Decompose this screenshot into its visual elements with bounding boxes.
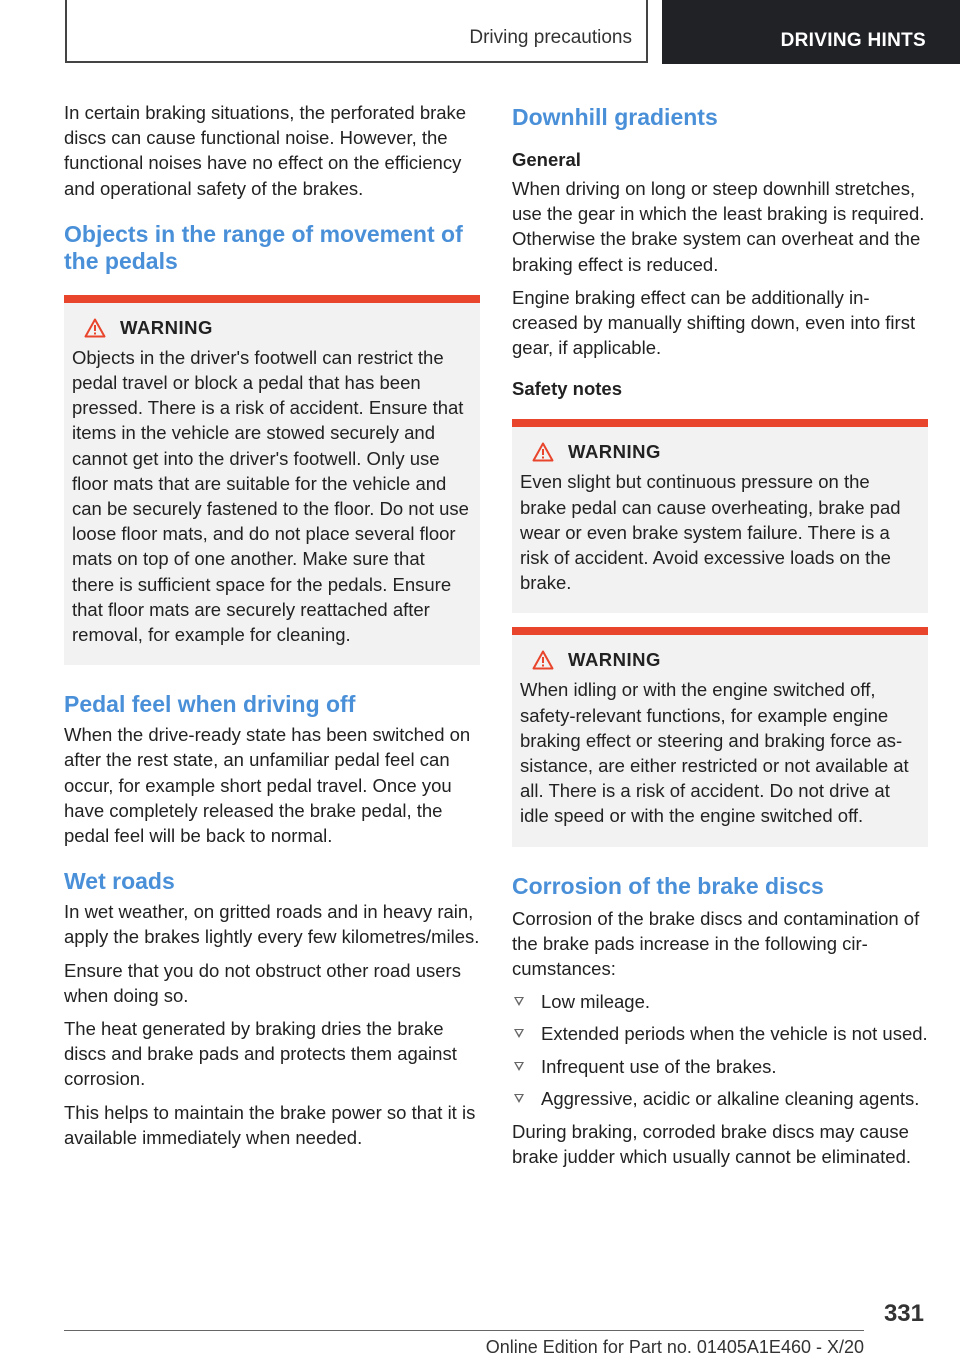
header-chapter-title: DRIVING HINTS — [780, 30, 926, 51]
header-chapter-tab — [662, 0, 960, 64]
warning-box — [512, 627, 928, 846]
general-paragraph-2: Engine braking effect can be additionally increased by manually shifting down, even into first gear, if applicable. — [512, 286, 916, 359]
warning-label: WARNING — [120, 316, 213, 338]
corrosion-outro: During braking, corroded brake discs may cause brake judder which usually cannot be eliminated. — [512, 1121, 912, 1168]
general-heading: General — [512, 149, 581, 170]
bullet-triangle-icon — [514, 1062, 524, 1071]
general-paragraph-1: When driving on long or steep downhill stretches, use the gear in which the least braking is required. Otherwise the brake system can overheat and the braking effect is reduced. — [512, 178, 925, 275]
pedal-paragraph: When the drive-ready state has been switched on after the rest state, an unfamiliar pedal feel can occur, for example short pedal travel. Once you have completely released the brake pedal, the pedal feel will be back to normal. — [64, 724, 471, 847]
list-item-text: Aggressive, acidic or alkaline cleaning agents. — [541, 1087, 920, 1109]
warning-title — [72, 317, 472, 339]
footer-divider — [64, 1330, 864, 1331]
warning-triangle-icon — [532, 650, 554, 670]
warning-box — [64, 295, 480, 665]
safety-notes-heading: Safety notes — [512, 378, 623, 400]
corrosion-heading: Corrosion of the brake discs — [512, 872, 824, 899]
list-item-text: Infrequent use of the brakes. — [541, 1055, 777, 1077]
downhill-heading: Downhill gradients — [512, 104, 718, 130]
list-item — [512, 1086, 928, 1111]
bullet-triangle-icon — [514, 1029, 524, 1038]
intro-paragraph: In certain braking situations, the perforated brake discs can cause functional noise. However, the functional noises have no effect on the efficiency and operational safety of the brakes. — [64, 102, 467, 199]
page-header — [65, 0, 960, 64]
wet-paragraph-1: In wet weather, on gritted roads and in heavy rain, apply the brakes lightly every few kilometres/miles. — [64, 901, 480, 948]
wet-roads-heading: Wet roads — [64, 868, 175, 895]
right-column — [512, 100, 928, 1177]
corrosion-intro: Corrosion of the brake discs and contamination of the brake pads increase in the following circumstances: — [512, 907, 920, 980]
warning-label: WARNING — [568, 649, 661, 671]
footer-edition: Online Edition for Part no. 01405A1E460 - X/20 — [485, 1337, 864, 1357]
corrosion-list — [512, 989, 928, 1111]
list-item — [512, 989, 928, 1014]
list-item — [512, 1054, 928, 1079]
wet-paragraph-4: This helps to maintain the brake power so that it is available immediately when needed. — [64, 1101, 476, 1148]
objects-heading: Objects in the range of movement of the pedals — [64, 220, 463, 274]
warning-title — [520, 649, 920, 671]
list-item — [512, 1021, 928, 1046]
warning-text: When idling or with the engine switched off, safety-relevant functions, for example engine braking effect or steering and braking force assistance, are either restricted or not available at all. There is a risk of accident. Do not drive at idle speed or with the engine switched off. — [520, 679, 909, 827]
warning-triangle-icon — [532, 442, 554, 462]
header-section-box — [65, 0, 648, 63]
wet-paragraph-2: Ensure that you do not obstruct other road users when doing so. — [64, 959, 461, 1006]
warning-box — [512, 419, 928, 613]
list-item-text: Low mileage. — [541, 991, 651, 1013]
warning-text: Even slight but continuous pressure on the brake pedal can cause overheating, brake pad wear or even brake system failure. There is a risk of accident. Avoid excessive loads on the brake. — [520, 471, 901, 594]
left-column — [64, 100, 480, 1158]
header-section-title: Driving precautions — [469, 27, 632, 48]
pedal-heading: Pedal feel when driving off — [64, 691, 356, 718]
warning-title — [520, 441, 920, 463]
list-item-text: Extended periods when the vehicle is not used. — [541, 1023, 928, 1045]
warning-triangle-icon — [84, 318, 106, 338]
bullet-triangle-icon — [514, 1094, 524, 1103]
warning-label: WARNING — [568, 441, 661, 463]
page-number: 331 — [883, 1300, 924, 1327]
bullet-triangle-icon — [514, 997, 524, 1006]
wet-paragraph-3: The heat generated by braking dries the brake discs and brake pads and protects them against corrosion. — [64, 1018, 457, 1090]
warning-text: Objects in the driver's footwell can restrict the pedal travel or block a pedal that has been pressed. There is a risk of accident. Ensure that items in the vehicle are stowed securely and cannot get into the driver's footwell. Only use floor mats that are suitable for the vehicle and can be securely fastened to the floor. Do not use loose floor mats, and do not place several floor mats on top of one another. Make sure that there is sufficient space for the pedals. Ensure that floor mats are securely reattached after removal, for example for cleaning. — [72, 346, 469, 646]
